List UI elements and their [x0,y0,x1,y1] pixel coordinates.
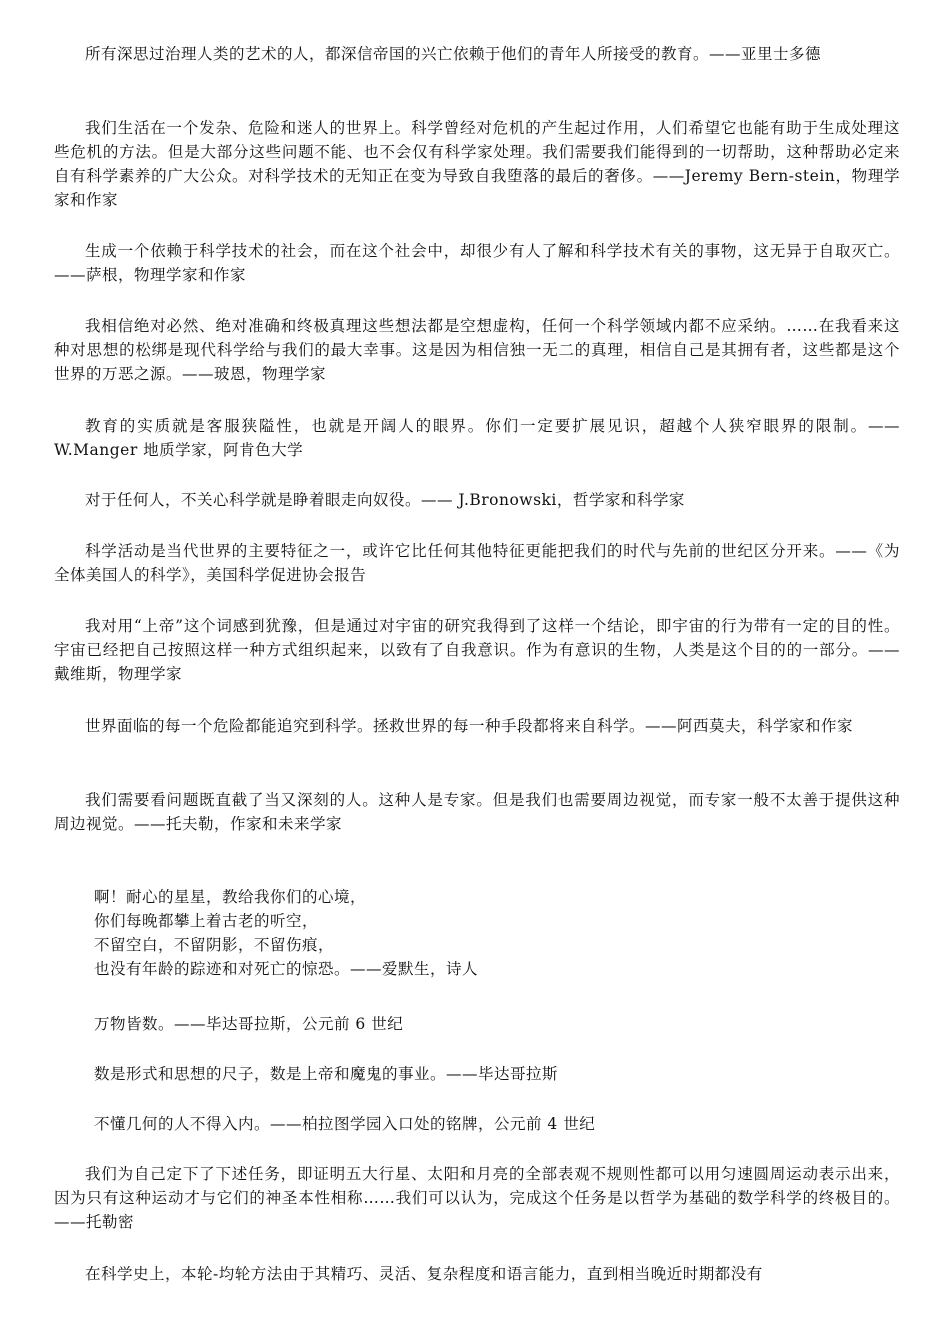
quote-plato-academy: 不懂几何的人不得入内。——柏拉图学园入口处的铭牌，公元前 4 世纪 [94,1115,596,1133]
quote-pythagoras-2: 数是形式和思想的尺子，数是上帝和魔鬼的事业。——毕达哥拉斯 [94,1065,559,1083]
quote-ptolemy: 我们为自己定下了下述任务，即证明五大行星、太阳和月亮的全部表观不规则性都可以用匀速圆周运动表示出来，因为只有这种运动才与它们的神圣本性相称……我们可以认为，完成这个任务是以哲学为基础的数学科学的终极目的。——托勒密 [54,1165,900,1231]
quote-manger: 教育的实质就是客服狭隘性，也就是开阔人的眼界。你们一定要扩展见识，超越个人狭窄眼界的限制。——W.Manger 地质学家，阿肯色大学 [54,417,900,459]
poem-line: 你们每晚都攀上着古老的听空， [94,912,319,930]
quote-aaas: 科学活动是当代世界的主要特征之一，或许它比任何其他特征更能把我们的时代与先前的世纪区分开来。——《为全体美国人的科学》，美国科学促进协会报告 [54,542,900,584]
quote-pythagoras-1: 万物皆数。——毕达哥拉斯，公元前 6 世纪 [94,1015,404,1033]
quote-bernstein: 我们生活在一个发杂、危险和迷人的世界上。科学曾经对危机的产生起过作用，人们希望它也能有助于生成处理这些危机的方法。但是大部分这些问题不能、也不会仅有科学家处理。我们需要我们能得到的一切帮助，这种帮助必定来自有科学素养的广大公众。对科学技术的无知正在变为导致自我堕落的最后的奢侈。——Jeremy Bern-stein，物理学家和作家 [54,119,900,209]
emerson-poem [94,885,900,981]
quote-asimov: 世界面临的每一个危险都能追究到科学。拯救世界的每一种手段都将来自科学。——阿西莫夫，科学家和作家 [85,717,854,735]
poem-line: 也没有年龄的踪迹和对死亡的惊恐。——爱默生，诗人 [94,960,479,978]
quote-toffler: 我们需要看问题既直截了当又深刻的人。这种人是专家。但是我们也需要周边视觉，而专家一般不太善于提供这种周边视觉。——托夫勒，作家和未来学家 [54,791,900,833]
quote-davies: 我对用“上帝”这个词感到犹豫，但是通过对宇宙的研究我得到了这样一个结论，即宇宙的行为带有一定的目的性。宇宙已经把自己按照这样一种方式组织起来，以致有了自我意识。作为有意识的生物，人类是这个目的的一部分。——戴维斯，物理学家 [54,617,900,683]
quote-born: 我相信绝对必然、绝对准确和终极真理这些想法都是空想虚构，任何一个科学领域内都不应采纳。……在我看来这种对思想的松绑是现代科学给与我们的最大幸事。这是因为相信独一无二的真理，相信自己是其拥有者，这些都是这个世界的万恶之源。——玻恩，物理学家 [54,317,900,383]
poem-line: 啊！耐心的星星，教给我你们的心境， [94,888,367,906]
quote-bronowski: 对于任何人，不关心科学就是睁着眼走向奴役。—— J.Bronowski，哲学家和科学家 [85,491,685,509]
paragraph-epicycle: 在科学史上，本轮-均轮方法由于其精巧、灵活、复杂程度和语言能力，直到相当晚近时期都没有 [85,1265,763,1283]
poem-line: 不留空白，不留阴影，不留伤痕， [94,936,335,954]
quote-aristotle: 所有深思过治理人类的艺术的人，都深信帝国的兴亡依赖于他们的青年人所接受的教育。——亚里士多德 [85,45,822,63]
quote-sagan: 生成一个依赖于科学技术的社会，而在这个社会中，却很少有人了解和科学技术有关的事物，这无异于自取灭亡。——萨根，物理学家和作家 [54,242,900,284]
